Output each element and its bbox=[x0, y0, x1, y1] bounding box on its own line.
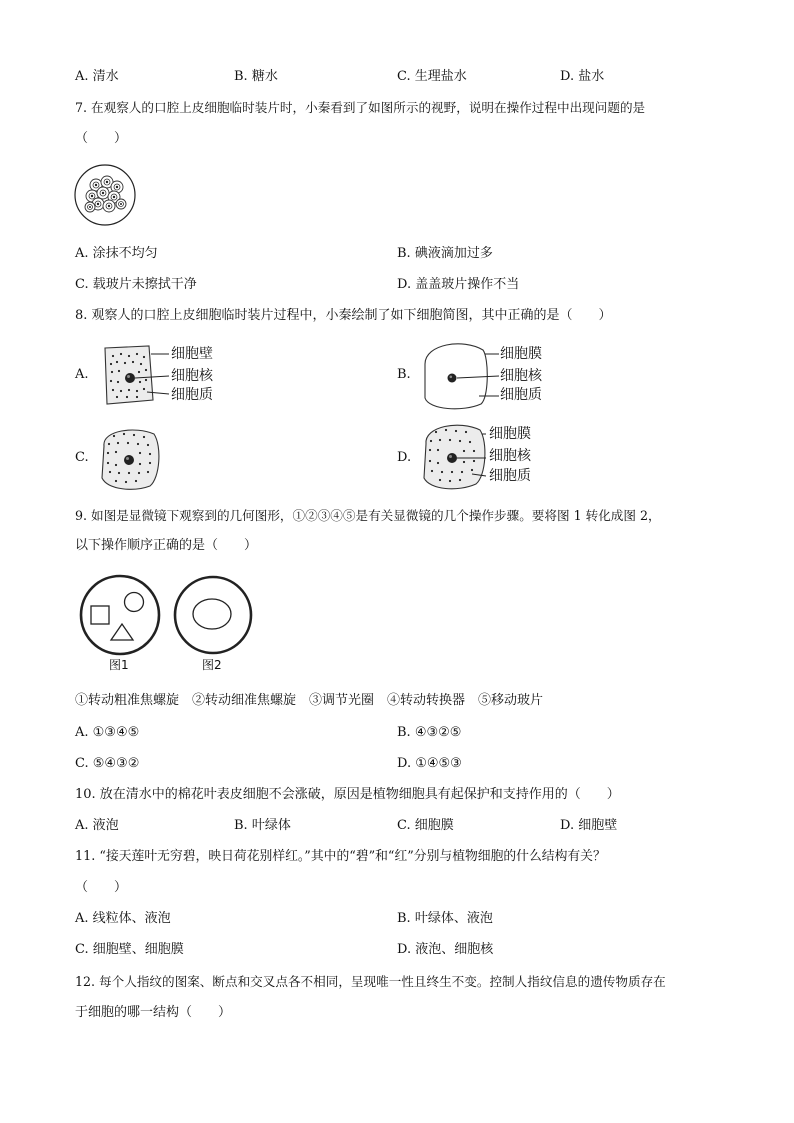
q10-option-a: A. 液泡 bbox=[75, 818, 119, 833]
q11-stem-line1: 11. “接天莲叶无穷碧，映日荷花别样红。”其中的“碧”和“红”分别与植物细胞的什么结构有关？ bbox=[75, 849, 606, 864]
q7-option-d: D. 盖盖玻片操作不当 bbox=[397, 277, 520, 292]
q10-option-b: B. 叶绿体 bbox=[234, 818, 291, 833]
q7-stem-line1: 7. 在观察人的口腔上皮细胞临时装片时，小秦看到了如图所示的视野，说明在操作过程中出现问题的是 bbox=[75, 100, 646, 115]
q7-microscope-field-figure bbox=[74, 163, 138, 227]
q8-option-a-letter: A. bbox=[75, 367, 89, 382]
q12-stem-line2: 于细胞的哪一结构（ ） bbox=[75, 1005, 232, 1020]
q11-option-a: A. 线粒体、液泡 bbox=[75, 911, 171, 926]
q9-figure-1 bbox=[78, 576, 162, 654]
q8-a-label-3: 细胞质 bbox=[171, 387, 213, 403]
q8-a-label-2: 细胞核 bbox=[171, 368, 213, 384]
q8-a-label-1: 细胞壁 bbox=[171, 346, 213, 362]
q8-stem: 8. 观察人的口腔上皮细胞临时装片过程中，小秦绘制了如下细胞简图，其中正确的是（ ） bbox=[75, 308, 612, 323]
q10-stem: 10. 放在清水中的棉花叶表皮细胞不会涨破，原因是植物细胞具有起保护和支持作用的（ ） bbox=[75, 787, 620, 802]
q9-figure-2 bbox=[172, 576, 254, 654]
q9-option-b: B. ④③②⑤ bbox=[397, 725, 462, 740]
q9-fig1-caption: 图1 bbox=[109, 658, 129, 672]
q7-option-a: A. 涂抹不均匀 bbox=[75, 246, 158, 261]
q8-b-label-2: 细胞核 bbox=[500, 368, 542, 384]
q12-stem-line1: 12. 每个人指纹的图案、断点和交叉点各不相同，呈现唯一性且终生不变。控制人指纹信息的遗传物质存在 bbox=[75, 974, 666, 989]
q9-stem-line2: 以下操作顺序正确的是（ ） bbox=[75, 538, 258, 553]
q8-d-label-3: 细胞质 bbox=[489, 468, 531, 484]
q9-option-d: D. ①④⑤③ bbox=[397, 756, 462, 771]
q9-steps: ①转动粗准焦螺旋 ②转动细准焦螺旋 ③调节光圈 ④转动转换器 ⑤移动玻片 bbox=[75, 693, 544, 708]
q7-option-c: C. 载玻片未擦拭干净 bbox=[75, 277, 197, 292]
q6-option-b: B. 糖水 bbox=[234, 69, 278, 84]
q10-option-c: C. 细胞膜 bbox=[397, 818, 454, 833]
q8-d-label-2: 细胞核 bbox=[489, 448, 531, 464]
q11-stem-line2: （ ） bbox=[75, 880, 128, 895]
q8-d-label-1: 细胞膜 bbox=[489, 426, 531, 442]
q7-stem-line2: （ ） bbox=[75, 131, 128, 146]
q8-b-label-3: 细胞质 bbox=[500, 387, 542, 403]
q11-option-b: B. 叶绿体、液泡 bbox=[397, 911, 493, 926]
q8-option-b-letter: B. bbox=[397, 367, 411, 382]
q11-option-d: D. 液泡、细胞核 bbox=[397, 942, 494, 957]
q9-option-c: C. ⑤④③② bbox=[75, 756, 140, 771]
q8-b-label-1: 细胞膜 bbox=[500, 346, 542, 362]
q9-fig2-caption: 图2 bbox=[202, 658, 222, 672]
q11-option-c: C. 细胞壁、细胞膜 bbox=[75, 942, 184, 957]
q8-option-c-letter: C. bbox=[75, 450, 89, 465]
q10-option-d: D. 细胞壁 bbox=[560, 818, 618, 833]
q6-option-a: A. 清水 bbox=[75, 69, 119, 84]
q7-option-b: B. 碘液滴加过多 bbox=[397, 246, 493, 261]
q9-stem-line1: 9. 如图是显微镜下观察到的几何图形，①②③④⑤是有关显微镜的几个操作步骤。要将图 1 转化成图 2， bbox=[75, 508, 661, 523]
q6-option-d: D. 盐水 bbox=[560, 69, 605, 84]
q9-option-a: A. ①③④⑤ bbox=[75, 725, 140, 740]
q8-option-d-letter: D. bbox=[397, 450, 412, 465]
q6-option-c: C. 生理盐水 bbox=[397, 69, 467, 84]
q8-option-c-cell-diagram bbox=[96, 424, 166, 492]
q8-option-b-cell-diagram bbox=[419, 338, 569, 414]
